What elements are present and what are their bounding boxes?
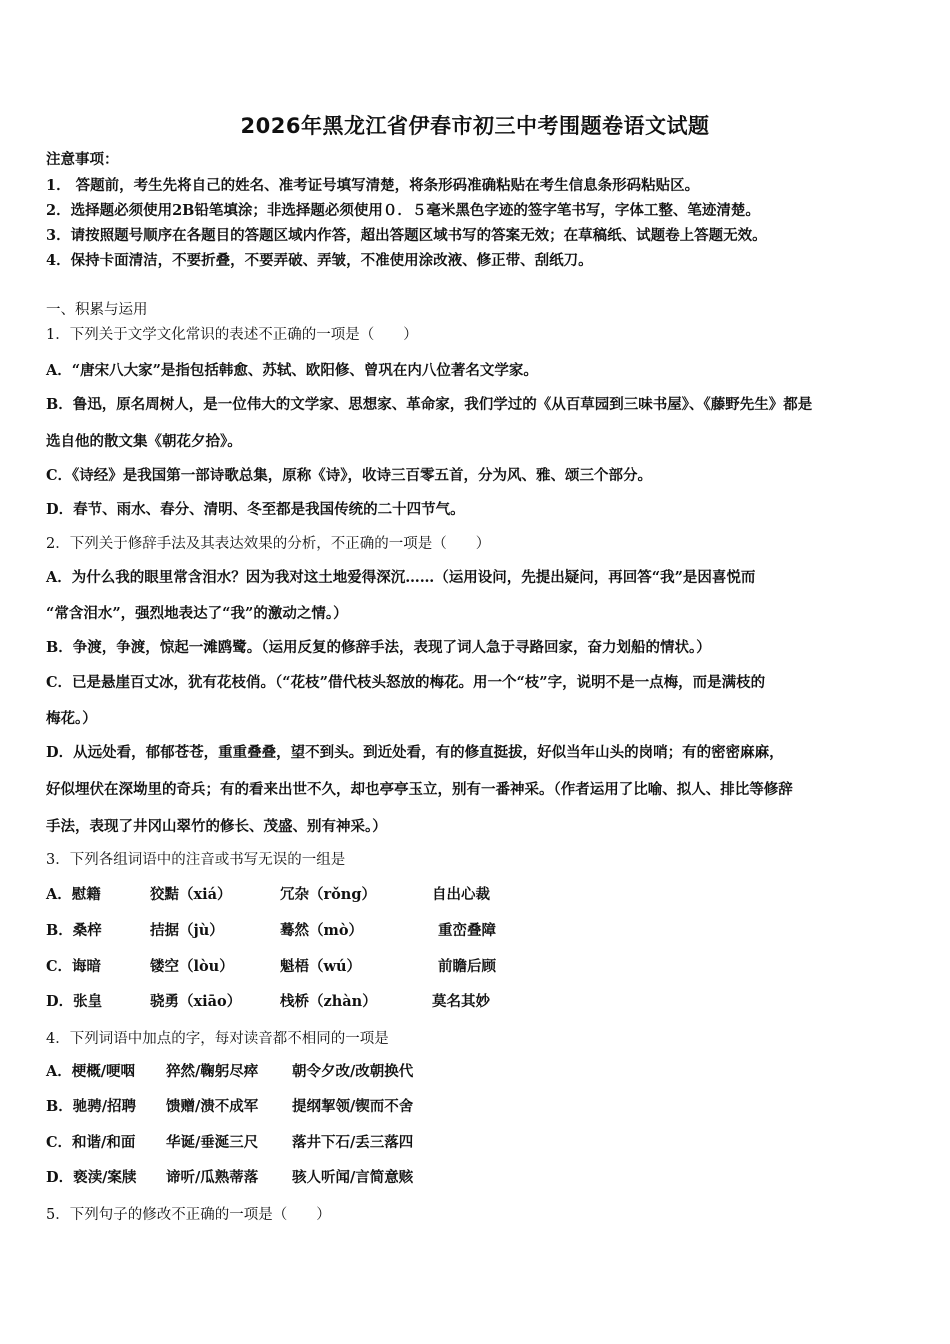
q2-stem: 2．下列关于修辞手法及其表达效果的分析，不正确的一项是（ ） xyxy=(46,536,491,552)
page-title: 2026年黑龙江省伊春市初三中考围题卷语文试题 xyxy=(240,114,710,138)
q4-stem: 4．下列词语中加点的字，每对读音都不相同的一项是 xyxy=(46,1031,389,1047)
notice-item-2: 2．选择题必须使用2B铅笔填涂；非选择题必须使用０．５毫米黑色字迹的签字笔书写，字体工整、笔迹清楚。 xyxy=(46,202,760,219)
q2-option-a-line2: “常含泪水”，强烈地表达了“我”的激动之情。） xyxy=(46,605,348,622)
notice-item-4: 4．保持卡面清洁，不要折叠，不要弄破、弄皱，不准使用涂改液、修正带、刮纸刀。 xyxy=(46,252,593,269)
q1-option-d: D．春节、雨水、春分、清明、冬至都是我国传统的二十四节气。 xyxy=(46,501,465,518)
q1-option-b-line1: B．鲁迅，原名周树人，是一位伟大的文学家、思想家、革命家，我们学过的《从百草园到三味书屋》、《藤野先生》都是 xyxy=(46,396,813,413)
notice-heading: 注意事项： xyxy=(46,151,119,168)
q4-c-col3: 落井下石/丢三落四 xyxy=(292,1134,414,1151)
q4-d-col1: D．亵渎/案牍 xyxy=(46,1169,137,1186)
q2-option-d-line2: 好似埋伏在深坳里的奇兵；有的看来出世不久，却也亭亭玉立，别有一番神采。（作者运用了比喻、拟人、排比等修辞 xyxy=(46,781,793,798)
q5-stem: 5．下列句子的修改不正确的一项是（ ） xyxy=(46,1207,331,1223)
q4-b-col3: 提纲挈领/锲而不舍 xyxy=(292,1098,414,1115)
q4-a-col2: 猝然/鞠躬尽瘁 xyxy=(166,1063,259,1080)
q4-b-col1: B．驰骋/招聘 xyxy=(46,1098,137,1115)
q2-option-a-line1: A．为什么我的眼里常含泪水？因为我对这土地爱得深沉……（运用设问，先提出疑问，再回答“我”是因喜悦而 xyxy=(46,569,756,586)
q2-option-d-line1: D．从远处看，郁郁苍苍，重重叠叠，望不到头。到近处看，有的修直挺拔，好似当年山头的岗哨；有的密密麻麻， xyxy=(46,744,784,761)
q2-option-c-line1: C．已是悬崖百丈冰，犹有花枝俏。（“花枝”借代枝头怒放的梅花。用一个“枝”字，说明不是一点梅，而是满枝的 xyxy=(46,674,766,691)
q3-a-col3: 冗杂（rǒng） xyxy=(280,886,376,903)
q4-a-col3: 朝令夕改/改朝换代 xyxy=(292,1063,414,1080)
q2-option-b: B．争渡，争渡，惊起一滩鸥鹭。（运用反复的修辞手法，表现了词人急于寻路回家，奋力划船的情状。） xyxy=(46,639,711,656)
q1-option-b-line2: 选自他的散文集《朝花夕拾》。 xyxy=(46,433,242,450)
q2-option-c-line2: 梅花。） xyxy=(46,710,97,727)
q1-option-a: A．“唐宋八大家”是指包括韩愈、苏轼、欧阳修、曾巩在内八位著名文学家。 xyxy=(46,362,538,379)
notice-item-1: 1． 答题前，考生先将自己的姓名、准考证号填写清楚，将条形码准确粘贴在考生信息条形码粘贴区。 xyxy=(46,177,700,194)
q3-b-col4: 重峦叠障 xyxy=(438,922,496,939)
q1-stem: 1．下列关于文学文化常识的表述不正确的一项是（ ） xyxy=(46,327,418,343)
q3-a-col2: 狡黠（xiá） xyxy=(150,886,232,903)
q3-d-col1: D．张皇 xyxy=(46,993,103,1010)
q3-a-col1: A．慰籍 xyxy=(46,886,101,903)
q3-c-col1: C．诲暗 xyxy=(46,958,102,975)
q3-b-col2: 拮据（jù） xyxy=(150,922,224,939)
q3-a-col4: 自出心裁 xyxy=(432,886,490,903)
q3-d-col4: 莫名其妙 xyxy=(432,993,490,1010)
section-heading: 一、积累与运用 xyxy=(46,302,148,318)
q2-option-d-line3: 手法，表现了井冈山翠竹的修长、茂盛、别有神采。） xyxy=(46,818,387,835)
q4-d-col2: 谛听/瓜熟蒂落 xyxy=(166,1169,259,1186)
q3-c-col4: 前瞻后顾 xyxy=(438,958,496,975)
q3-d-col2: 骁勇（xiāo） xyxy=(150,993,242,1010)
notice-item-3: 3．请按照题号顺序在各题目的答题区域内作答，超出答题区域书写的答案无效；在草稿纸、试题卷上答题无效。 xyxy=(46,227,767,244)
q1-option-c: C．《诗经》是我国第一部诗歌总集，原称《诗》，收诗三百零五首，分为风、雅、颂三个部分。 xyxy=(46,467,653,484)
q3-c-col3: 魁梧（wú） xyxy=(280,958,362,975)
q4-d-col3: 骇人听闻/言简意赅 xyxy=(292,1169,414,1186)
q3-b-col1: B．桑梓 xyxy=(46,922,102,939)
q3-d-col3: 栈桥（zhàn） xyxy=(280,993,377,1010)
q3-stem: 3．下列各组词语中的注音或书写无误的一组是 xyxy=(46,852,346,868)
q4-a-col1: A．梗概/哽咽 xyxy=(46,1063,136,1080)
q4-c-col1: C．和谐/和面 xyxy=(46,1134,136,1151)
q4-c-col2: 华诞/垂涎三尺 xyxy=(166,1134,259,1151)
q3-c-col2: 镂空（lòu） xyxy=(150,958,234,975)
q3-b-col3: 蓦然（mò） xyxy=(280,922,364,939)
q4-b-col2: 馈赠/溃不成军 xyxy=(166,1098,259,1115)
